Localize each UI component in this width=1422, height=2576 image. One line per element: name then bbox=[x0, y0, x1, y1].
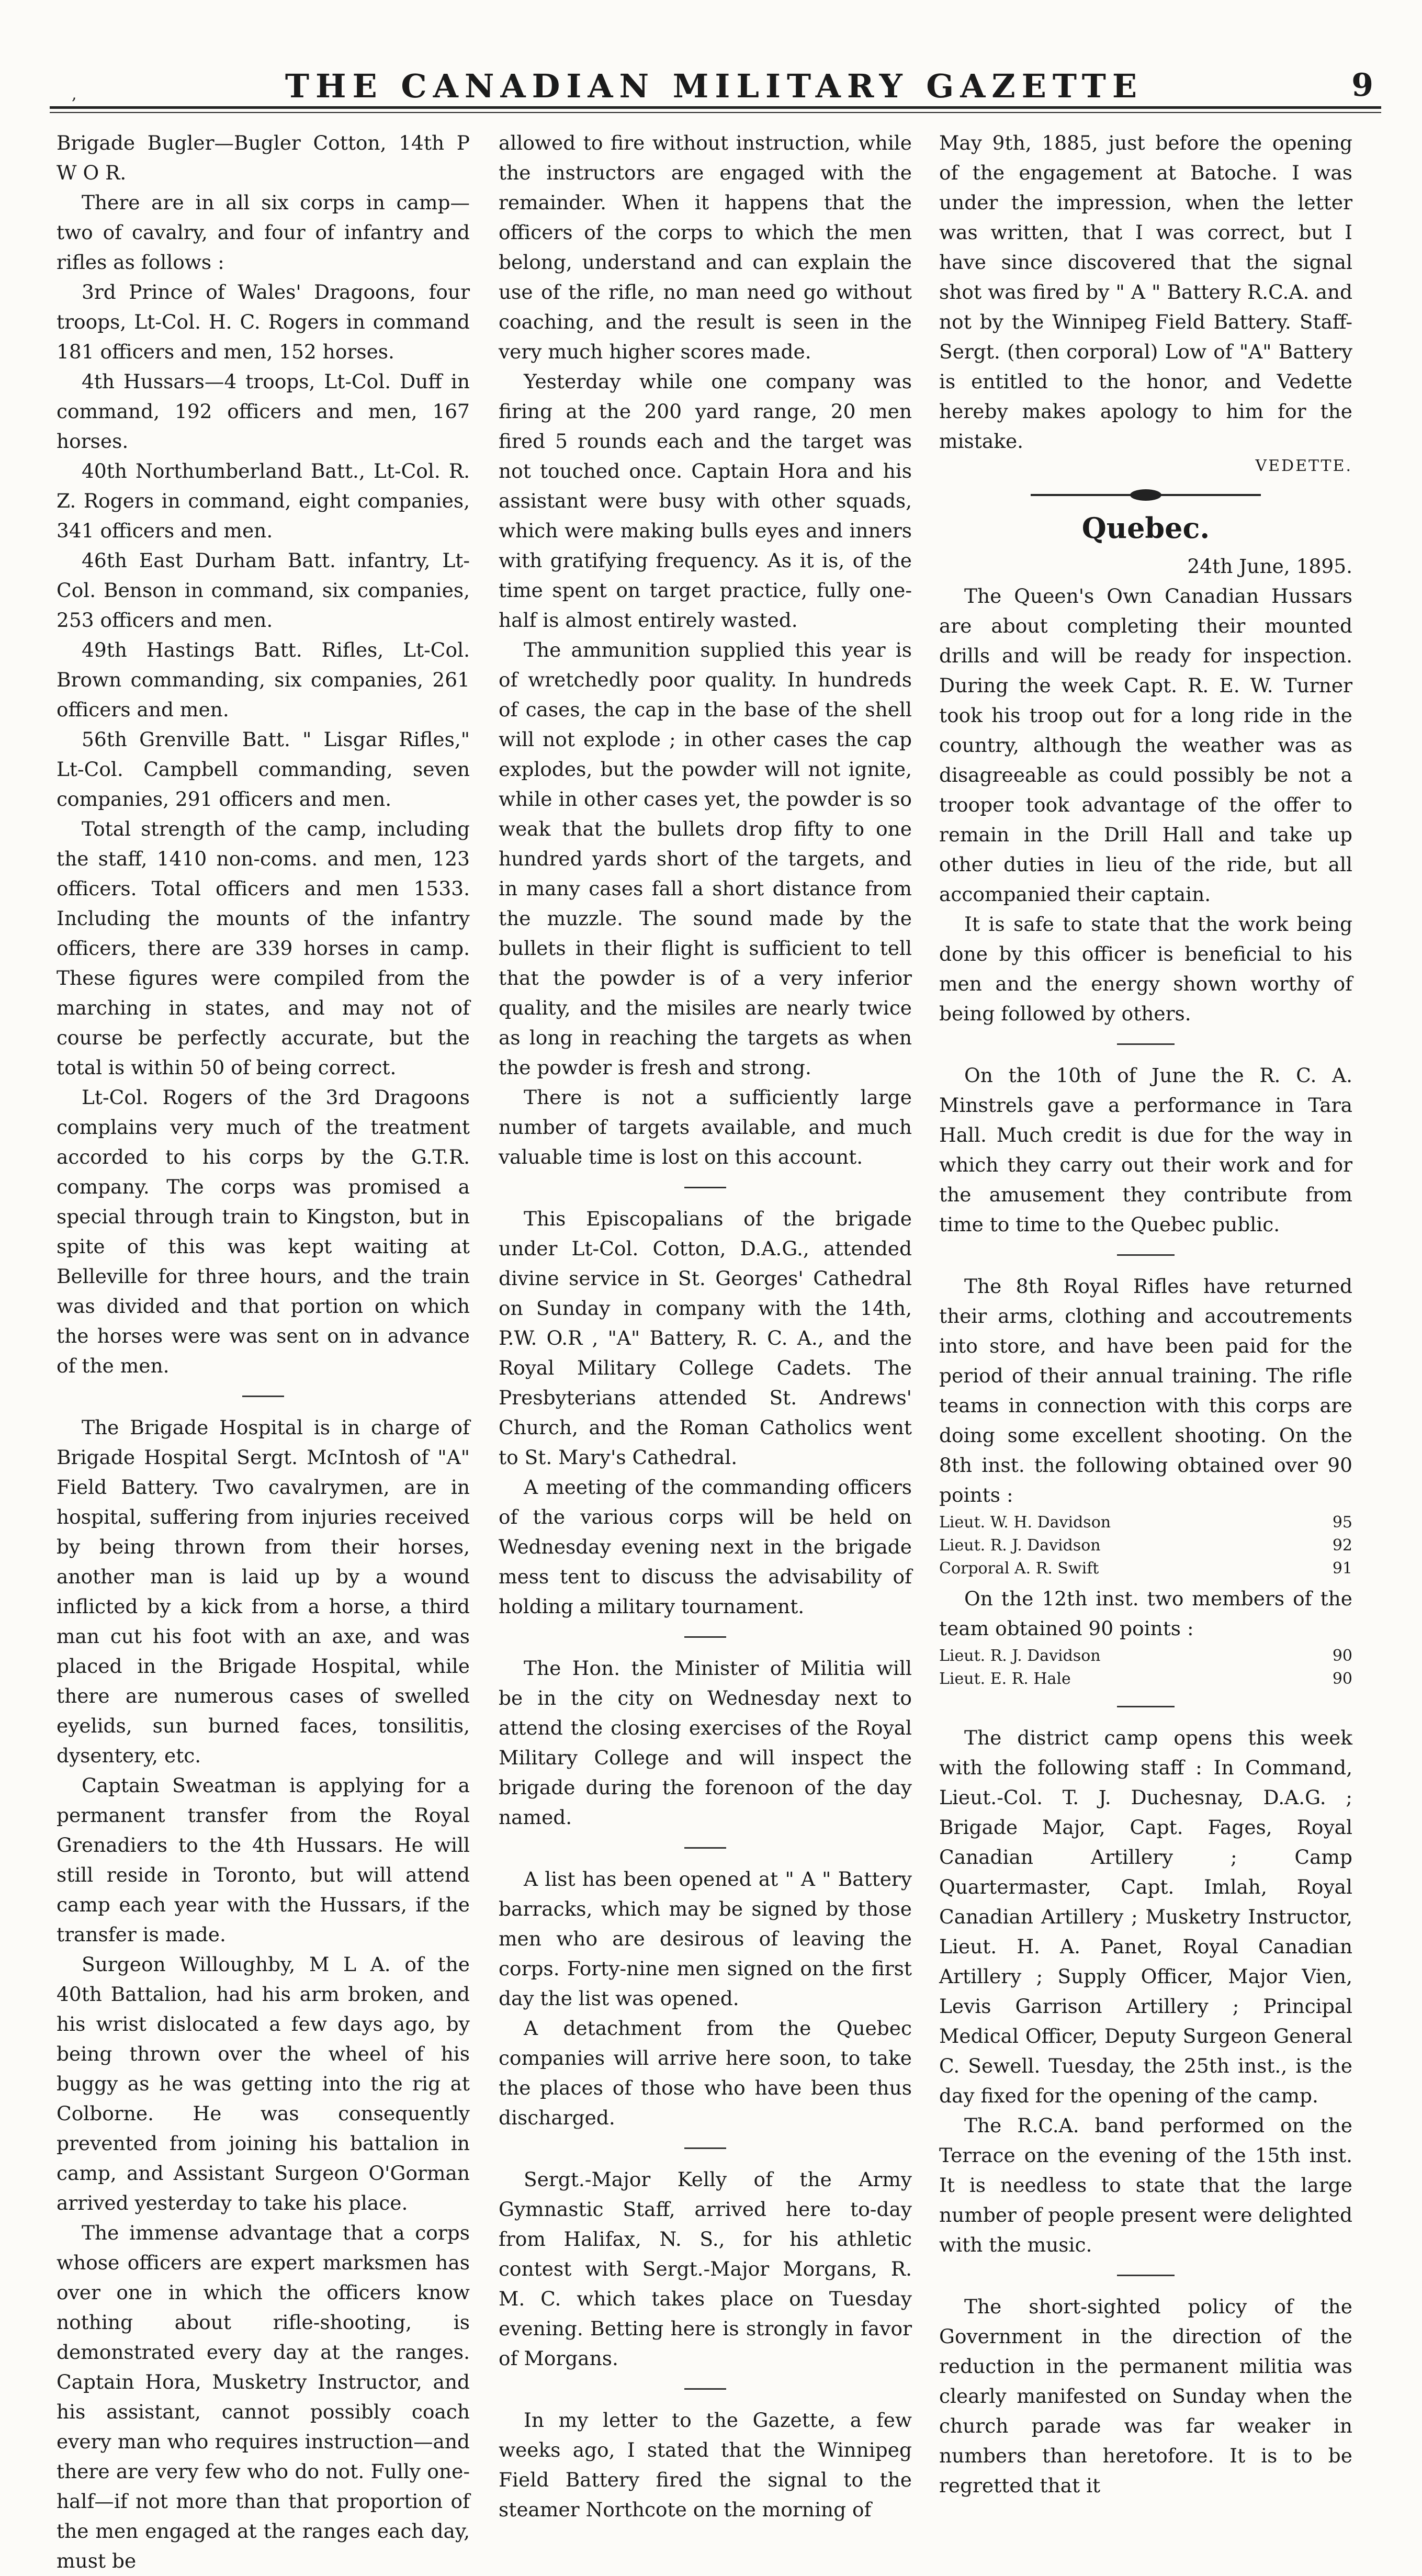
score-name: Lieut. R. J. Davidson bbox=[939, 1646, 1101, 1665]
score-points: 90 bbox=[1332, 1670, 1352, 1689]
score-points: 90 bbox=[1332, 1646, 1352, 1665]
article-paragraph: A list has been opened at " A " Battery barracks, which may be signed by those men who are desirous of leaving the corps. Forty-nine men signed on the first day the list was opened. bbox=[499, 1868, 912, 2010]
article-paragraph: The Brigade Hospital is in charge of Brigade Hospital Sergt. McIntosh of "A" Field Battery. Two cavalrymen, are in hospital, suffering from injuries received by being thrown from their horses, another man is laid up by a wound inflicted by a kick from a horse, a third man cut his foot with an axe, and was placed in the Brigade Hospital, while there are numerous cases of swelled eyelids, sun burned faces, tonsilitis, dysentery, etc. bbox=[57, 1416, 470, 1767]
section-divider bbox=[684, 1187, 726, 1188]
masthead-rule-thin bbox=[50, 112, 1381, 113]
article-paragraph: The Queen's Own Canadian Hussars are about completing their mounted drills and will be ready for inspection. During the week Capt. R. E. W. Turner took his troop out for a long ride in the country, although the weather was as disagreeable as could possibly be not a trooper took advantage of the offer to remain in the Drill Hall and take up other duties in lieu of the ride, but all accompanied their captain. bbox=[939, 584, 1352, 906]
article-paragraph: The ammunition supplied this year is of wretchedly poor quality. In hundreds of cases, the cap in the base of the shell will not explode ; in other cases the cap explodes, but the powder will not ignite, while in other cases yet, the powder is so weak that the bullets drop fifty to one hundred yards short of the targets, and in many cases fall a short distance from the muzzle. The sound made by the bullets in their flight is sufficient to tell that the powder is of a very inferior quality, and the misiles are nearly twice as long in reaching the targets as when the powder is fresh and strong. bbox=[499, 638, 912, 1079]
dateline: 24th June, 1895. bbox=[1187, 554, 1352, 578]
article-paragraph: 49th Hastings Batt. Rifles, Lt-Col. Brown commanding, six companies, 261 officers and men. bbox=[57, 638, 470, 721]
score-list bbox=[939, 1645, 1352, 1691]
score-row bbox=[939, 1645, 1352, 1668]
ornamental-divider bbox=[939, 488, 1352, 501]
section-divider bbox=[684, 2147, 726, 2149]
section-divider bbox=[684, 1847, 726, 1849]
article-paragraph: Surgeon Willoughby, M L A. of the 40th Battalion, had his arm broken, and his wrist dislocated a few days ago, by being thrown over the wheel of his buggy as he was getting into the rig at Colborne. He was consequently prevented from joining his battalion in camp, and Assistant Surgeon O'Gorman arrived yesterday to take his place. bbox=[57, 1953, 470, 2214]
article-paragraph: Brigade Bugler—Bugler Cotton, 14th P W O R. bbox=[57, 131, 470, 184]
article-paragraph: Captain Sweatman is applying for a permanent transfer from the Royal Grenadiers to the 4th Hussars. He will still reside in Toronto, but will attend camp each year with the Hussars, if the transfer is made. bbox=[57, 1774, 470, 1946]
article-paragraph: The 8th Royal Rifles have returned their arms, clothing and accoutrements into store, and have been paid for the period of their annual training. The rifle teams in connection with this corps are doing some excellent shooting. On the 8th inst. the following obtained over 90 points : bbox=[939, 1274, 1352, 1506]
column-2 bbox=[499, 128, 912, 2525]
article-paragraph: Lt-Col. Rogers of the 3rd Dragoons complains very much of the treatment accorded to his corps by the G.T.R. company. The corps was promised a special through train to Kingston, but in spite of this was kept waiting at Belleville for three hours, and the train was divided and that portion on which the horses were was sent on in advance of the men. bbox=[57, 1086, 470, 1377]
article-paragraph: It is safe to state that the work being done by this officer is beneficial to his men and the energy shown worthy of being followed by others. bbox=[939, 912, 1352, 1025]
article-paragraph: A detachment from the Quebec companies will arrive here soon, to take the places of those who have been thus discharged. bbox=[499, 2017, 912, 2129]
score-row bbox=[939, 1534, 1352, 1557]
score-row bbox=[939, 1557, 1352, 1580]
score-points: 91 bbox=[1332, 1559, 1352, 1578]
column-3 bbox=[939, 128, 1352, 2501]
article-paragraph: 56th Grenville Batt. " Lisgar Rifles," Lt-Col. Campbell commanding, seven companies, 291 officers and men. bbox=[57, 728, 470, 811]
score-name: Lieut. E. R. Hale bbox=[939, 1670, 1071, 1689]
article-paragraph: 40th Northumberland Batt., Lt-Col. R. Z. Rogers in command, eight companies, 341 officers and men. bbox=[57, 459, 470, 542]
score-name: Lieut. W. H. Davidson bbox=[939, 1513, 1111, 1532]
article-paragraph: 46th East Durham Batt. infantry, Lt-Col. Benson in command, six companies, 253 officers and men. bbox=[57, 549, 470, 632]
masthead-rule bbox=[50, 106, 1381, 109]
article-paragraph: The short-sighted policy of the Government in the direction of the reduction in the permanent militia was clearly manifested on Sunday when the church parade was far weaker in numbers than heretofore. It is to be regretted that it bbox=[939, 2294, 1352, 2497]
article-paragraph: The district camp opens this week with the following staff : In Command, Lieut.-Col. T. J. Duchesnay, D.A.G. ; Brigade Major, Capt. Fages, Royal Canadian Artillery ; Camp Quartermaster, Capt. Imlah, Royal Canadian Artillery ; Musketry Instructor, Lieut. H. A. Panet, Royal Canadian Artillery ; Supply Officer, Major Vien, Levis Garrison Artillery ; Principal Medical Officer, Deputy Surgeon General C. Sewell. Tuesday, the 25th inst., is the day fixed for the opening of the camp. bbox=[939, 1726, 1352, 2107]
article-paragraph: On the 12th inst. two members of the team obtained 90 points : bbox=[939, 1587, 1352, 1640]
article-paragraph: There is not a sufficiently large number of targets available, and much valuable time is lost on this account. bbox=[499, 1086, 912, 1168]
article-paragraph: This Episcopalians of the brigade under Lt-Col. Cotton, D.A.G., attended divine service in St. Georges' Cathedral on Sunday in company with the 14th, P.W. O.R , "A" Battery, R. C. A., and the Royal Military College Cadets. The Presbyterians attended St. Andrews' Church, and the Roman Catholics went to St. Mary's Cathedral. bbox=[499, 1207, 912, 1469]
article-paragraph: Total strength of the camp, including the staff, 1410 non-coms. and men, 123 officers. Total officers and men 1533. Including the mounts of the infantry officers, there are 339 horses in camp. These figures were compiled from the marching in states, and may not of course be perfectly accurate, but the total is within 50 of being correct. bbox=[57, 817, 470, 1079]
article-paragraph: On the 10th of June the R. C. A. Minstrels gave a performance in Tara Hall. Much credit is due for the way in which they carry out their work and for the amusement they contribute from time to time to the Quebec public. bbox=[939, 1063, 1352, 1236]
article-paragraph: Yesterday while one company was firing at the 200 yard range, 20 men fired 5 rounds each and the target was not touched once. Captain Hora and his assistant were busy with other squads, which were making bulls eyes and inners with gratifying frequency. As it is, of the time spent on target practice, fully one-half is almost entirely wasted. bbox=[499, 370, 912, 632]
article-paragraph: allowed to fire without instruction, while the instructors are engaged with the remainder. When it happens that the officers of the corps to which the men belong, understand and can explain the use of the rifle, no man need go without coaching, and the result is seen in the very much higher scores made. bbox=[499, 131, 912, 363]
score-name: Corporal A. R. Swift bbox=[939, 1559, 1099, 1578]
section-divider bbox=[242, 1396, 284, 1397]
score-row bbox=[939, 1511, 1352, 1534]
article-paragraph: In my letter to the Gazette, a few weeks ago, I stated that the Winnipeg Field Battery fired the signal to the steamer Northcote on the morning of bbox=[499, 2409, 912, 2521]
section-divider bbox=[1117, 1043, 1175, 1045]
section-heading: Quebec. bbox=[1081, 511, 1210, 545]
article-paragraph: 4th Hussars—4 troops, Lt-Col. Duff in command, 192 officers and men, 167 horses. bbox=[57, 370, 470, 453]
article-paragraph: Sergt.-Major Kelly of the Army Gymnastic Staff, arrived here to-day from Halifax, N. S., for his athletic contest with Sergt.-Major Morgans, R. M. C. which takes place on Tuesday evening. Betting here is strongly in favor of Morgans. bbox=[499, 2168, 912, 2370]
section-divider bbox=[1117, 1706, 1175, 1707]
page-number: 9 bbox=[1351, 67, 1373, 104]
column-1 bbox=[57, 128, 470, 2576]
article-paragraph: May 9th, 1885, just before the opening of the engagement at Batoche. I was under the impression, when the letter was written, that I was correct, but I have since discovered that the signal shot was fired by " A " Battery R.C.A. and not by the Winnipeg Field Battery. Staff-Sergt. (then corporal) Low of "A" Battery is entitled to the honor, and Vedette hereby makes apology to him for the mistake. bbox=[939, 131, 1352, 453]
section-divider bbox=[684, 1636, 726, 1638]
section-divider bbox=[684, 2388, 726, 2390]
score-points: 92 bbox=[1332, 1536, 1352, 1555]
score-list bbox=[939, 1511, 1352, 1581]
article-paragraph: 3rd Prince of Wales' Dragoons, four troops, Lt-Col. H. C. Rogers in command 181 officers and men, 152 horses. bbox=[57, 280, 470, 363]
ornament-mark: , bbox=[72, 85, 77, 104]
section-divider bbox=[1117, 1254, 1175, 1256]
score-row bbox=[939, 1668, 1352, 1691]
article-paragraph: The R.C.A. band performed on the Terrace on the evening of the 15th inst. It is needless to state that the large number of people present were delighted with the music. bbox=[939, 2113, 1352, 2256]
score-name: Lieut. R. J. Davidson bbox=[939, 1536, 1101, 1555]
article-paragraph: The immense advantage that a corps whose officers are expert marksmen has over one in which the officers know nothing about rifle-shooting, is demonstrated every day at the ranges. Captain Hora, Musketry Instructor, and his assistant, cannot possibly coach every man who requires instruction—and there are very few who do not. Fully one-half—if not more than that proportion of the men engaged at the ranges each day, must be bbox=[57, 2221, 470, 2572]
author-signature: VEDETTE. bbox=[1255, 457, 1352, 475]
score-points: 95 bbox=[1332, 1513, 1352, 1532]
article-paragraph: There are in all six corps in camp—two of cavalry, and four of infantry and rifles as follows : bbox=[57, 191, 470, 274]
article-paragraph: A meeting of the commanding officers of the various corps will be held on Wednesday evening next in the brigade mess tent to discuss the advisability of holding a military tournament. bbox=[499, 1476, 912, 1618]
article-paragraph: The Hon. the Minister of Militia will be in the city on Wednesday next to attend the closing exercises of the Royal Military College and will inspect the brigade during the forenoon of the day named. bbox=[499, 1657, 912, 1829]
section-divider bbox=[1117, 2275, 1175, 2276]
masthead-title: THE CANADIAN MILITARY GAZETTE bbox=[285, 67, 1144, 105]
